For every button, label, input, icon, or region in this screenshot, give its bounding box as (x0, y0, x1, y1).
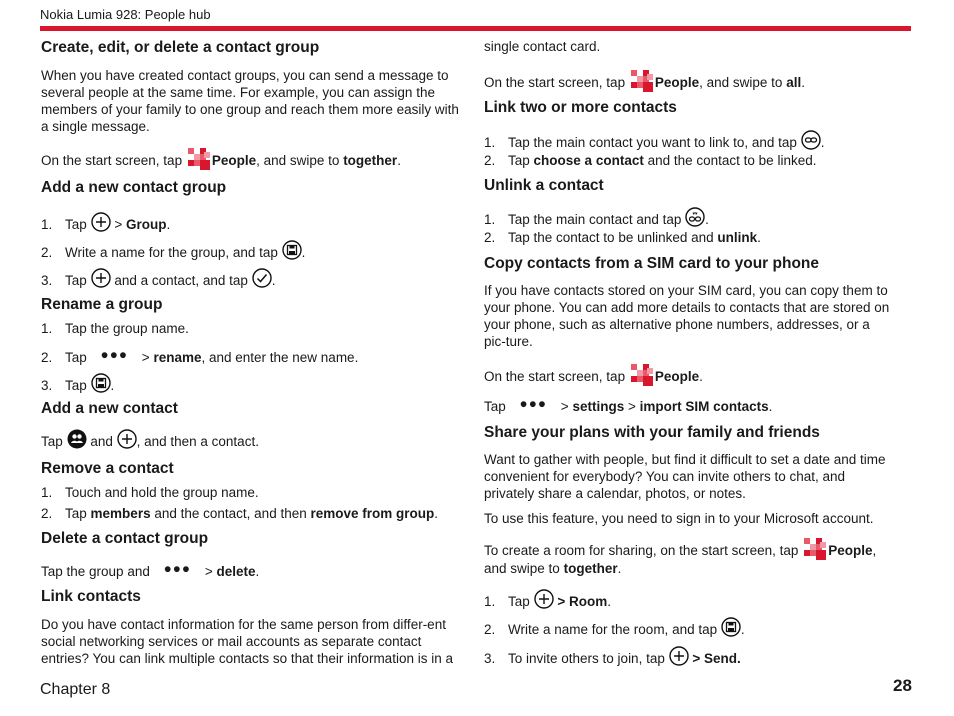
item-number: 3. (484, 651, 496, 666)
text: . (255, 564, 260, 579)
list-item (484, 130, 824, 151)
item-number: 1. (484, 135, 496, 150)
instruction-line (41, 560, 259, 580)
body-text: When you have created contact groups, you can send a message to several people at the same time. For example, you can assign the members of your family to one group and reach them more easily with a single message. (41, 68, 459, 134)
body-text: Want to gather with people, but find it difficult to set a date and time convenient for everybody? You can invite others to chat, and privately share a calendar, photos, or notes. (484, 452, 886, 501)
continued-text (484, 38, 600, 55)
section-heading: Add a new contact group (41, 179, 227, 196)
text: . (434, 506, 439, 521)
text: . (617, 561, 622, 576)
text: To create a room for sharing, on the start screen, tap (484, 543, 799, 558)
text: Tap the contact to be unlinked and (508, 230, 714, 245)
list-item (41, 240, 305, 261)
text: Touch and hold the group name. (65, 485, 259, 500)
section-unlink-contact (484, 176, 604, 196)
send-label: > Send. (692, 651, 741, 666)
rename-label: rename (153, 350, 202, 365)
list-item (484, 229, 761, 246)
item-number: 1. (484, 212, 496, 227)
item-number: 2. (41, 506, 53, 521)
section-link-contacts (41, 587, 141, 607)
text: Write a name for the room, and tap (508, 622, 718, 637)
text: Tap (65, 350, 87, 365)
text: Tap the group name. (65, 321, 189, 336)
text: . (110, 378, 115, 393)
people-label: People (654, 369, 700, 384)
text: , and then a contact. (136, 434, 259, 449)
check-circle-icon (252, 268, 272, 288)
text: Tap the main contact and tap (508, 212, 682, 227)
text: . (820, 135, 825, 150)
plus-circle-icon (91, 268, 111, 288)
text: On the start screen, tap (41, 153, 183, 168)
section-heading: Copy contacts from a SIM card to your phone (484, 255, 820, 272)
list-item (484, 617, 745, 638)
together-label: together (563, 561, 618, 576)
plus-circle-icon (534, 589, 554, 609)
section-heading: Link contacts (41, 588, 141, 605)
body-text: To use this feature, you need to sign in to your Microsoft account. (484, 511, 874, 526)
text: On the start screen, tap (484, 75, 626, 90)
list-item (41, 484, 259, 501)
list-item (41, 320, 189, 337)
text: To invite others to join, tap (508, 651, 665, 666)
section-add-contact (41, 399, 178, 419)
text: . (705, 212, 709, 227)
people-tile-icon (188, 148, 210, 170)
import-sim-contacts-label: import SIM contacts (639, 399, 769, 414)
text: Tap (41, 434, 63, 449)
text: Tap (508, 153, 530, 168)
section-add-group (41, 178, 226, 198)
group-label: Group (125, 217, 167, 232)
text: . (757, 230, 761, 245)
list-item (484, 207, 709, 228)
list-item (41, 212, 170, 233)
all-label: all (786, 75, 802, 90)
instruction-line (484, 70, 805, 92)
text: . (607, 594, 611, 609)
plus-circle-icon (91, 212, 111, 232)
section-rename-group (41, 295, 162, 315)
text: and the contact to be linked. (647, 153, 817, 168)
text: Tap (65, 217, 87, 232)
text: , and enter the new name. (201, 350, 359, 365)
text: , and swipe to (484, 543, 877, 576)
section-heading: Unlink a contact (484, 177, 604, 194)
save-icon (91, 373, 111, 393)
list-item (41, 373, 114, 394)
text: > (204, 564, 213, 579)
section-delete-group (41, 529, 208, 549)
item-number: 1. (41, 485, 53, 500)
together-label: together (343, 153, 398, 168)
body-text: Do you have contact information for the same person from differ-ent social networking services or mail accounts as separate contact entries? You can link multiple contacts so that their information is in a (41, 617, 453, 666)
more-dots-icon: ●●● (100, 347, 129, 362)
text: Tap (484, 399, 506, 414)
list-item (41, 268, 275, 289)
item-number: 3. (41, 273, 53, 288)
text: . (397, 153, 401, 168)
unlink-icon (685, 207, 705, 227)
body-text: If you have contacts stored on your SIM card, you can copy them to your phone. You can add more details to contacts that are stored on your phone, such as alternative phone numbers, addresses, or a pic-ture. (484, 283, 890, 349)
room-label: > Room (557, 594, 608, 609)
text: > (560, 399, 569, 414)
list-item (41, 505, 438, 522)
page-number: 28 (893, 676, 912, 695)
chapter-label: Chapter 8 (40, 681, 111, 698)
instruction-line (484, 364, 703, 386)
text: Tap (65, 273, 87, 288)
section-heading: Add a new contact (41, 400, 178, 417)
together-icon (67, 429, 87, 449)
list-item (484, 152, 816, 169)
plus-circle-icon (669, 646, 689, 666)
paragraph (41, 67, 466, 135)
text: . (699, 369, 703, 384)
item-number: 1. (484, 594, 496, 609)
unlink-label: unlink (717, 230, 758, 245)
text: , and swipe to (699, 75, 783, 90)
text: . (768, 399, 773, 414)
instruction-line (484, 395, 772, 415)
settings-label: settings (572, 399, 625, 414)
paragraph (484, 282, 894, 350)
section-heading: Create, edit, or delete a contact group (41, 39, 320, 56)
item-number: 2. (484, 230, 496, 245)
section-link-two-contacts (484, 98, 677, 118)
text: and the contact, and then (154, 506, 307, 521)
section-share-plans (484, 423, 820, 443)
text: Tap the group and (41, 564, 150, 579)
paragraph (41, 616, 466, 667)
text: On the start screen, tap (484, 369, 626, 384)
list-item (484, 646, 741, 667)
instruction-line (41, 429, 259, 450)
section-heading: Delete a contact group (41, 530, 209, 547)
save-icon (282, 240, 302, 260)
paragraph (484, 510, 873, 527)
delete-label: delete (216, 564, 256, 579)
paragraph (484, 451, 894, 502)
text: single contact card. (484, 39, 601, 54)
section-heading: Link two or more contacts (484, 99, 677, 116)
text: and a contact, and tap (114, 273, 248, 288)
text: , and swipe to (256, 153, 340, 168)
text: > (627, 399, 636, 414)
members-label: members (90, 506, 151, 521)
people-tile-icon (631, 364, 653, 386)
text: Write a name for the group, and tap (65, 245, 278, 260)
section-heading: Remove a contact (41, 460, 174, 477)
text: Tap (65, 506, 87, 521)
people-tile-icon (631, 70, 653, 92)
text: > (114, 217, 123, 232)
section-remove-contact (41, 459, 174, 479)
text: Tap (508, 594, 530, 609)
section-copy-sim-contacts (484, 254, 819, 274)
list-item (41, 346, 358, 366)
text: and (90, 434, 113, 449)
link-icon (801, 130, 821, 150)
more-dots-icon: ●●● (519, 396, 548, 411)
text: . (301, 245, 306, 260)
item-number: 1. (41, 217, 53, 232)
list-item (484, 589, 611, 610)
running-header: Nokia Lumia 928: People hub (40, 7, 211, 22)
text: . (271, 273, 276, 288)
remove-from-group-label: remove from group (310, 506, 435, 521)
text: > (141, 350, 150, 365)
item-number: 1. (41, 321, 53, 336)
plus-circle-icon (117, 429, 137, 449)
item-number: 2. (41, 350, 53, 365)
people-label: People (654, 75, 700, 90)
more-dots-icon: ●●● (163, 561, 192, 576)
text: Tap (65, 378, 87, 393)
text: . (166, 217, 171, 232)
save-icon (721, 617, 741, 637)
text: . (740, 622, 745, 637)
instruction-line (41, 148, 401, 170)
section-heading: Share your plans with your family and friends (484, 424, 820, 441)
item-number: 2. (41, 245, 53, 260)
item-number: 2. (484, 153, 496, 168)
choose-contact-label: choose a contact (533, 153, 644, 168)
people-label: People (211, 153, 257, 168)
item-number: 2. (484, 622, 496, 637)
header-rule (40, 26, 911, 31)
text: . (801, 75, 805, 90)
people-label: People (828, 543, 873, 558)
instruction-line (484, 538, 894, 577)
section-heading: Rename a group (41, 296, 163, 313)
text: Tap the main contact you want to link to, and tap (508, 135, 797, 150)
section-create-edit-delete-group (41, 38, 319, 58)
item-number: 3. (41, 378, 53, 393)
people-tile-icon (804, 538, 826, 560)
